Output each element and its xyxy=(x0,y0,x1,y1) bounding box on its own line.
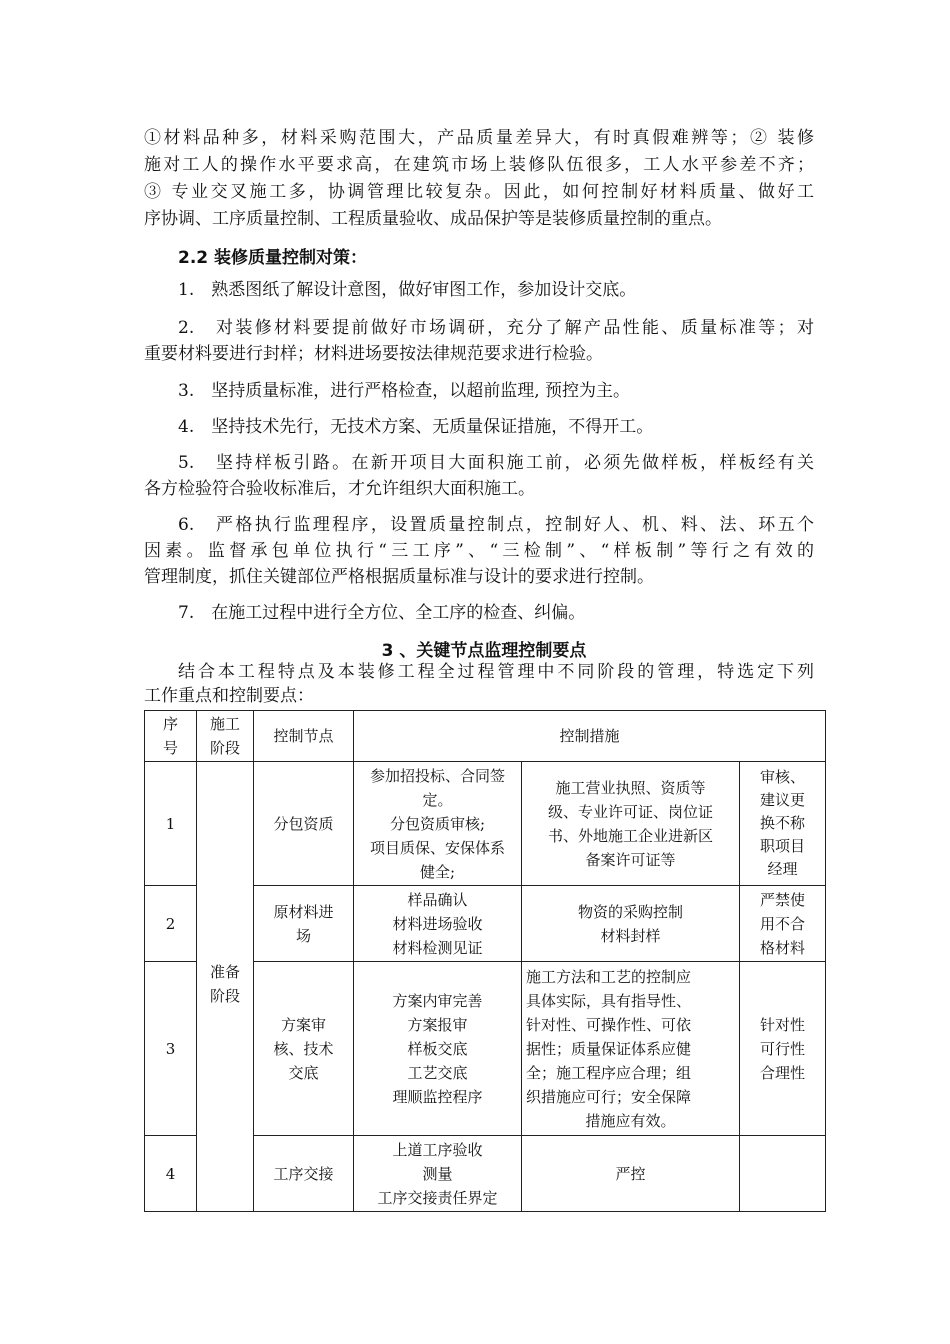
cell-measure-1: 样品确认 材料进场验收 材料检测见证 xyxy=(354,886,522,962)
table-header-row xyxy=(145,711,826,762)
cell-measure-3: 审核、 建议更 换不称 职项目 经理 xyxy=(740,762,826,886)
list-item-line: 重要材料要进行封样；材料进场要按法律规范要求进行检验。 xyxy=(144,344,603,364)
cell-measure-2: 施工方法和工艺的控制应 具体实际，具有指导性、 针对性、可操作性、可依 据性；质量保证体系应健 全；施工程序应合理；组 织措施应可行；安全保障 措施应有效。 xyxy=(522,962,740,1136)
section3-intro xyxy=(144,660,814,708)
intro-line: ①材料品种多，材料采购范围大，产品质量差异大，有时真假难辨等；② 装修 xyxy=(144,128,814,148)
intro-line: 施对工人的操作水平要求高，在建筑市场上装修队伍很多，工人水平参差不齐； xyxy=(144,155,814,175)
list-item-line: 各方检验符合验收标准后，才允许组织大面积施工。 xyxy=(144,479,535,499)
cell-measure-3 xyxy=(740,1136,826,1212)
list-item-line: 1. 熟悉图纸了解设计意图，做好审图工作，参加设计交底。 xyxy=(178,280,637,300)
control-points-table xyxy=(144,710,826,1212)
cell-node: 分包资质 xyxy=(254,762,354,886)
list-item-line: 6. 严格执行监理程序，设置质量控制点，控制好人、机、料、法、环五个 xyxy=(178,515,814,535)
section3-intro-line: 结合本工程特点及本装修工程全过程管理中不同阶段的管理，特选定下列 xyxy=(178,662,814,682)
header-measures: 控制措施 xyxy=(354,711,826,762)
cell-measure-2: 严控 xyxy=(522,1136,740,1212)
list-item-line: 管理制度，抓住关键部位严格根据质量标准与设计的要求进行控制。 xyxy=(144,567,654,587)
header-node: 控制节点 xyxy=(254,711,354,762)
cell-measure-3: 针对性 可行性 合理性 xyxy=(740,962,826,1136)
cell-measure-2: 施工营业执照、资质等 级、专业许可证、岗位证 书、外地施工企业进新区 备案许可证等 xyxy=(522,762,740,886)
intro-paragraph xyxy=(144,125,814,233)
cell-seq: 2 xyxy=(145,886,197,962)
list-item-line: 因素。监督承包单位执行“三工序”、“三检制”、“样板制”等行之有效的 xyxy=(144,541,814,561)
section-title-3: 3 、关键节点监理控制要点 xyxy=(381,641,587,661)
cell-node: 原材料进 场 xyxy=(254,886,354,962)
cell-node: 方案审 核、技术 交底 xyxy=(254,962,354,1136)
cell-seq: 3 xyxy=(145,962,197,1136)
header-seq: 序 号 xyxy=(145,711,197,762)
list-item xyxy=(144,378,814,404)
cell-measure-3: 严禁使 用不合 格材料 xyxy=(740,886,826,962)
list-item-line: 5. 坚持样板引路。在新开项目大面积施工前，必须先做样板，样板经有关 xyxy=(178,453,814,473)
list-item-line: 7. 在施工过程中进行全方位、全工序的检查、纠偏。 xyxy=(178,603,586,623)
list-item xyxy=(144,512,814,590)
cell-node: 工序交接 xyxy=(254,1136,354,1212)
list-item-line: 2. 对装修材料要提前做好市场调研，充分了解产品性能、质量标准等；对 xyxy=(178,318,814,338)
intro-line: 序协调、工序质量控制、工程质量验收、成品保护等是装修质量控制的重点。 xyxy=(144,209,722,229)
cell-seq: 1 xyxy=(145,762,197,886)
section-heading-2-2: 2.2 装修质量控制对策： xyxy=(178,248,368,268)
table-row xyxy=(145,762,826,886)
list-item xyxy=(144,414,814,440)
cell-measure-1: 上道工序验收 测量 工序交接责任界定 xyxy=(354,1136,522,1212)
cell-measure-2: 物资的采购控制 材料封样 xyxy=(522,886,740,962)
cell-seq: 4 xyxy=(145,1136,197,1212)
list-item xyxy=(144,277,814,303)
section3-intro-line: 工作重点和控制要点： xyxy=(144,686,314,706)
cell-stage: 准备 阶段 xyxy=(197,762,254,1212)
list-item xyxy=(144,600,814,626)
cell-measure-1: 方案内审完善 方案报审 样板交底 工艺交底 理顺监控程序 xyxy=(354,962,522,1136)
list-item-line: 4. 坚持技术先行，无技术方案、无质量保证措施，不得开工。 xyxy=(178,417,654,437)
list-item xyxy=(144,315,814,367)
intro-line: ③ 专业交叉施工多，协调管理比较复杂。因此，如何控制好材料质量、做好工 xyxy=(144,182,814,202)
list-item xyxy=(144,450,814,502)
header-stage: 施工 阶段 xyxy=(197,711,254,762)
list-item-line: 3. 坚持质量标准，进行严格检查，以超前监理, 预控为主。 xyxy=(178,381,631,401)
cell-measure-1: 参加招投标、合同签 定。 分包资质审核; 项目质保、安保体系 健全; xyxy=(354,762,522,886)
